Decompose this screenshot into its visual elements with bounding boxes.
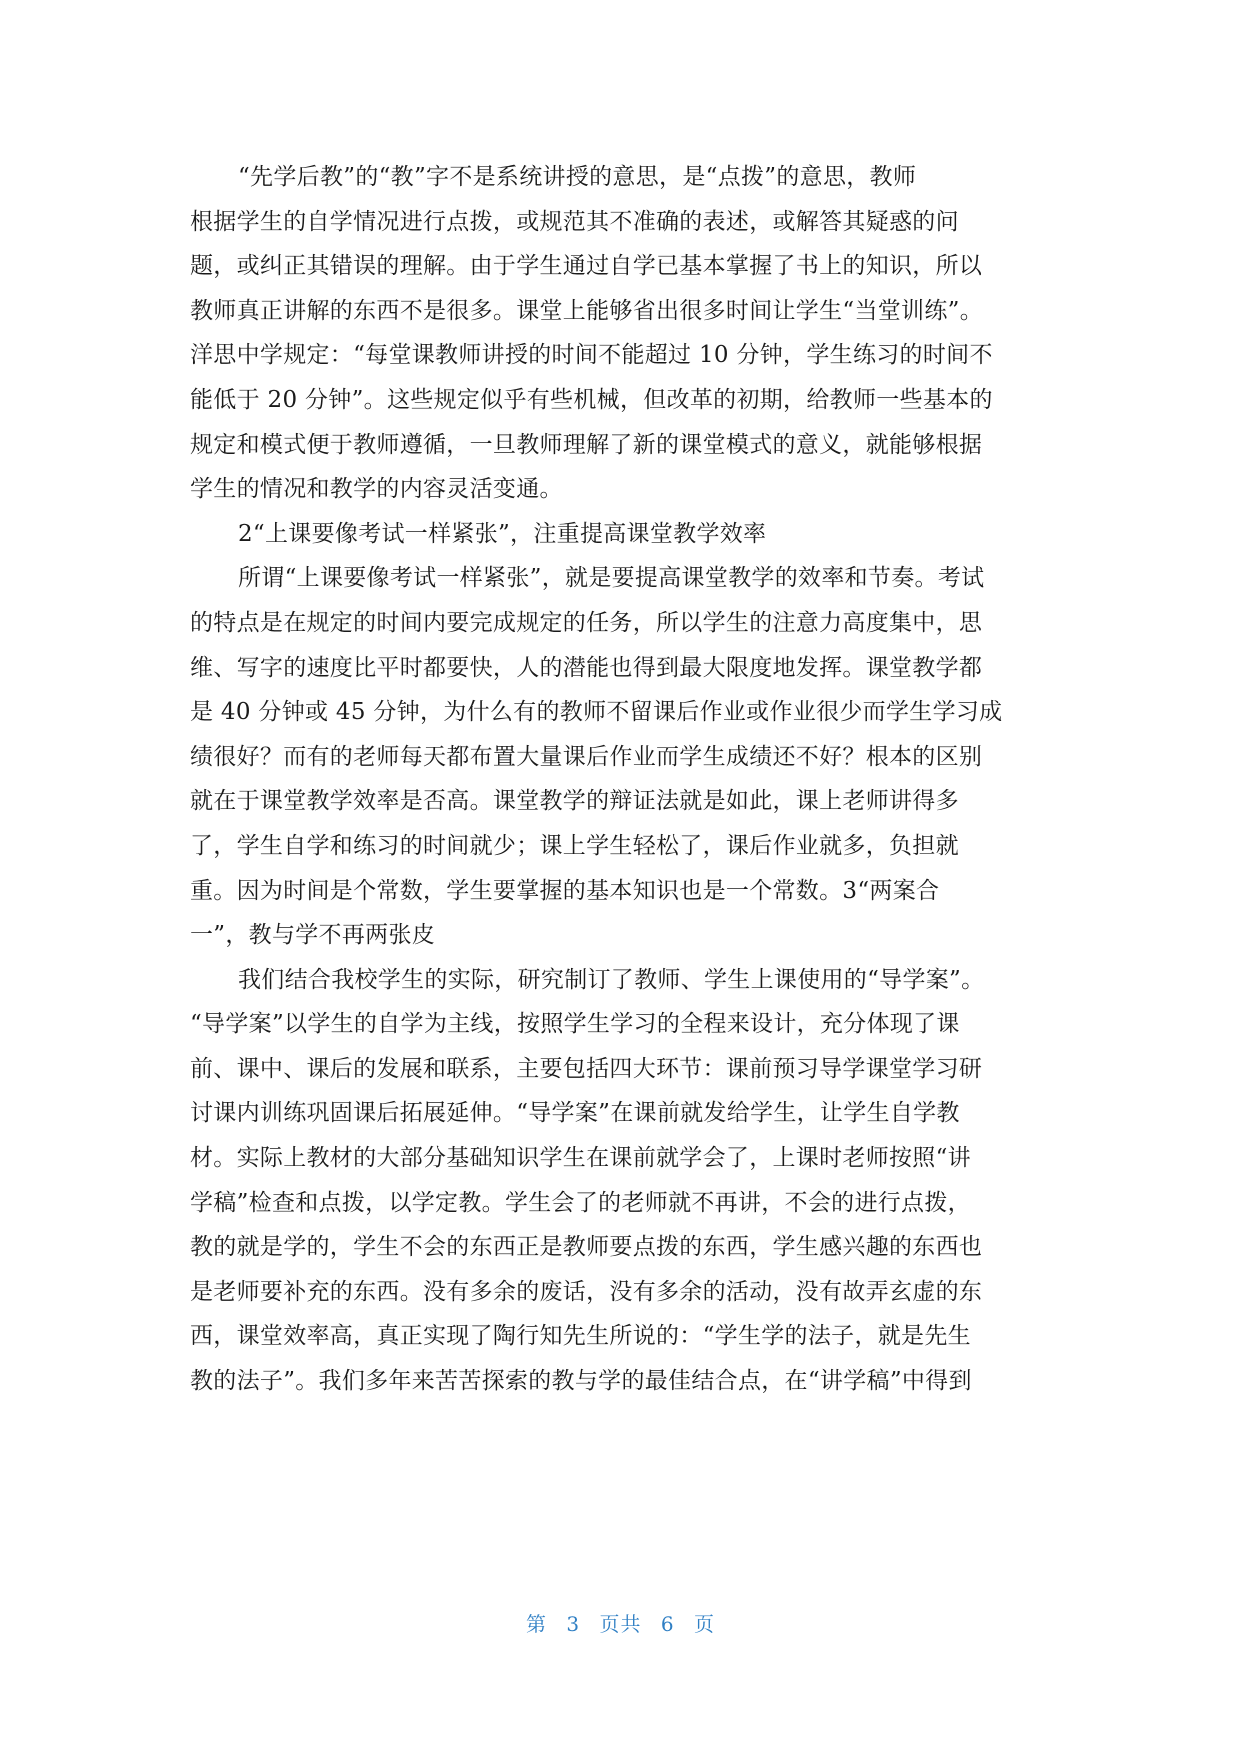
text-line: 教的就是学的，学生不会的东西正是教师要点拨的东西，学生感兴趣的东西也 xyxy=(190,1234,983,1261)
section-heading: 2“上课要像考试一样紧张”，注重提高课堂教学效率 xyxy=(238,520,767,547)
body-text xyxy=(190,155,1070,1404)
page-footer xyxy=(0,1608,1241,1637)
text-line: 就在于课堂教学效率是否高。课堂教学的辩证法就是如此，课上老师讲得多 xyxy=(190,788,959,815)
text-line: 教的法子”。我们多年来苦苦探索的教与学的最佳结合点，在“讲学稿”中得到 xyxy=(190,1368,972,1395)
text-line: 了，学生自学和练习的时间就少；课上学生轻松了，课后作业就多，负担就 xyxy=(190,832,959,859)
footer-suffix: 页 xyxy=(693,1612,715,1636)
text-line: 讨课内训练巩固课后拓展延伸。“导学案”在课前就发给学生，让学生自学教 xyxy=(190,1100,960,1127)
text-line: 学生的情况和教学的内容灵活变通。 xyxy=(190,476,563,503)
text-line: 洋思中学规定：“每堂课教师讲授的时间不能超过 10 分钟，学生练习的时间不 xyxy=(190,342,993,369)
text-line: 维、写字的速度比平时都要快，人的潜能也得到最大限度地发挥。课堂教学都 xyxy=(190,654,983,681)
text-line: 学稿”检查和点拨，以学定教。学生会了的老师就不再讲，不会的进行点拨， xyxy=(190,1189,971,1216)
text-line: “先学后教”的“教”字不是系统讲授的意思，是“点拨”的意思，教师 xyxy=(238,164,917,190)
text-line: 我们结合我校学生的实际，研究制订了教师、学生上课使用的“导学案”。 xyxy=(238,966,985,993)
text-line: 教师真正讲解的东西不是很多。课堂上能够省出很多时间让学生“当堂训练”。 xyxy=(190,297,984,324)
text-line: 前、课中、课后的发展和联系，主要包括四大环节：课前预习导学课堂学习研 xyxy=(190,1055,983,1082)
text-line: 绩很好？而有的老师每天都布置大量课后作业而学生成绩还不好？根本的区别 xyxy=(190,743,983,770)
text-line: 规定和模式便于教师遵循，一旦教师理解了新的课堂模式的意义，就能够根据 xyxy=(190,431,983,458)
text-line: 所谓“上课要像考试一样紧张”，就是要提高课堂教学的效率和节奏。考试 xyxy=(238,565,985,592)
text-line: 材。实际上教材的大部分基础知识学生在课前就学会了，上课时老师按照“讲 xyxy=(190,1145,971,1172)
text-line: 能低于 20 分钟”。这些规定似乎有些机械，但改革的初期，给教师一些基本的 xyxy=(190,386,993,413)
footer-current-page: 3 xyxy=(566,1612,581,1636)
text-line: 是 40 分钟或 45 分钟，为什么有的教师不留课后作业或作业很少而学生学习成 xyxy=(190,699,1003,726)
text-line: 重。因为时间是个常数，学生要掌握的基本知识也是一个常数。3“两案合 xyxy=(190,877,940,904)
footer-prefix: 第 xyxy=(526,1612,548,1636)
text-line: 根据学生的自学情况进行点拨，或规范其不准确的表述，或解答其疑惑的问 xyxy=(190,208,959,235)
footer-total-pages: 6 xyxy=(660,1612,675,1636)
text-line: 题，或纠正其错误的理解。由于学生通过自学已基本掌握了书上的知识，所以 xyxy=(190,253,983,280)
text-line: “导学案”以学生的自学为主线，按照学生学习的全程来设计，充分体现了课 xyxy=(190,1011,960,1038)
text-line: 西，课堂效率高，真正实现了陶行知先生所说的：“学生学的法子，就是先生 xyxy=(190,1323,971,1350)
footer-middle: 页共 xyxy=(599,1612,642,1636)
text-line: 一”，教与学不再两张皮 xyxy=(190,922,436,949)
text-line: 的特点是在规定的时间内要完成规定的任务，所以学生的注意力高度集中，思 xyxy=(190,609,983,636)
text-line: 是老师要补充的东西。没有多余的废话，没有多余的活动，没有故弄玄虚的东 xyxy=(190,1278,983,1305)
